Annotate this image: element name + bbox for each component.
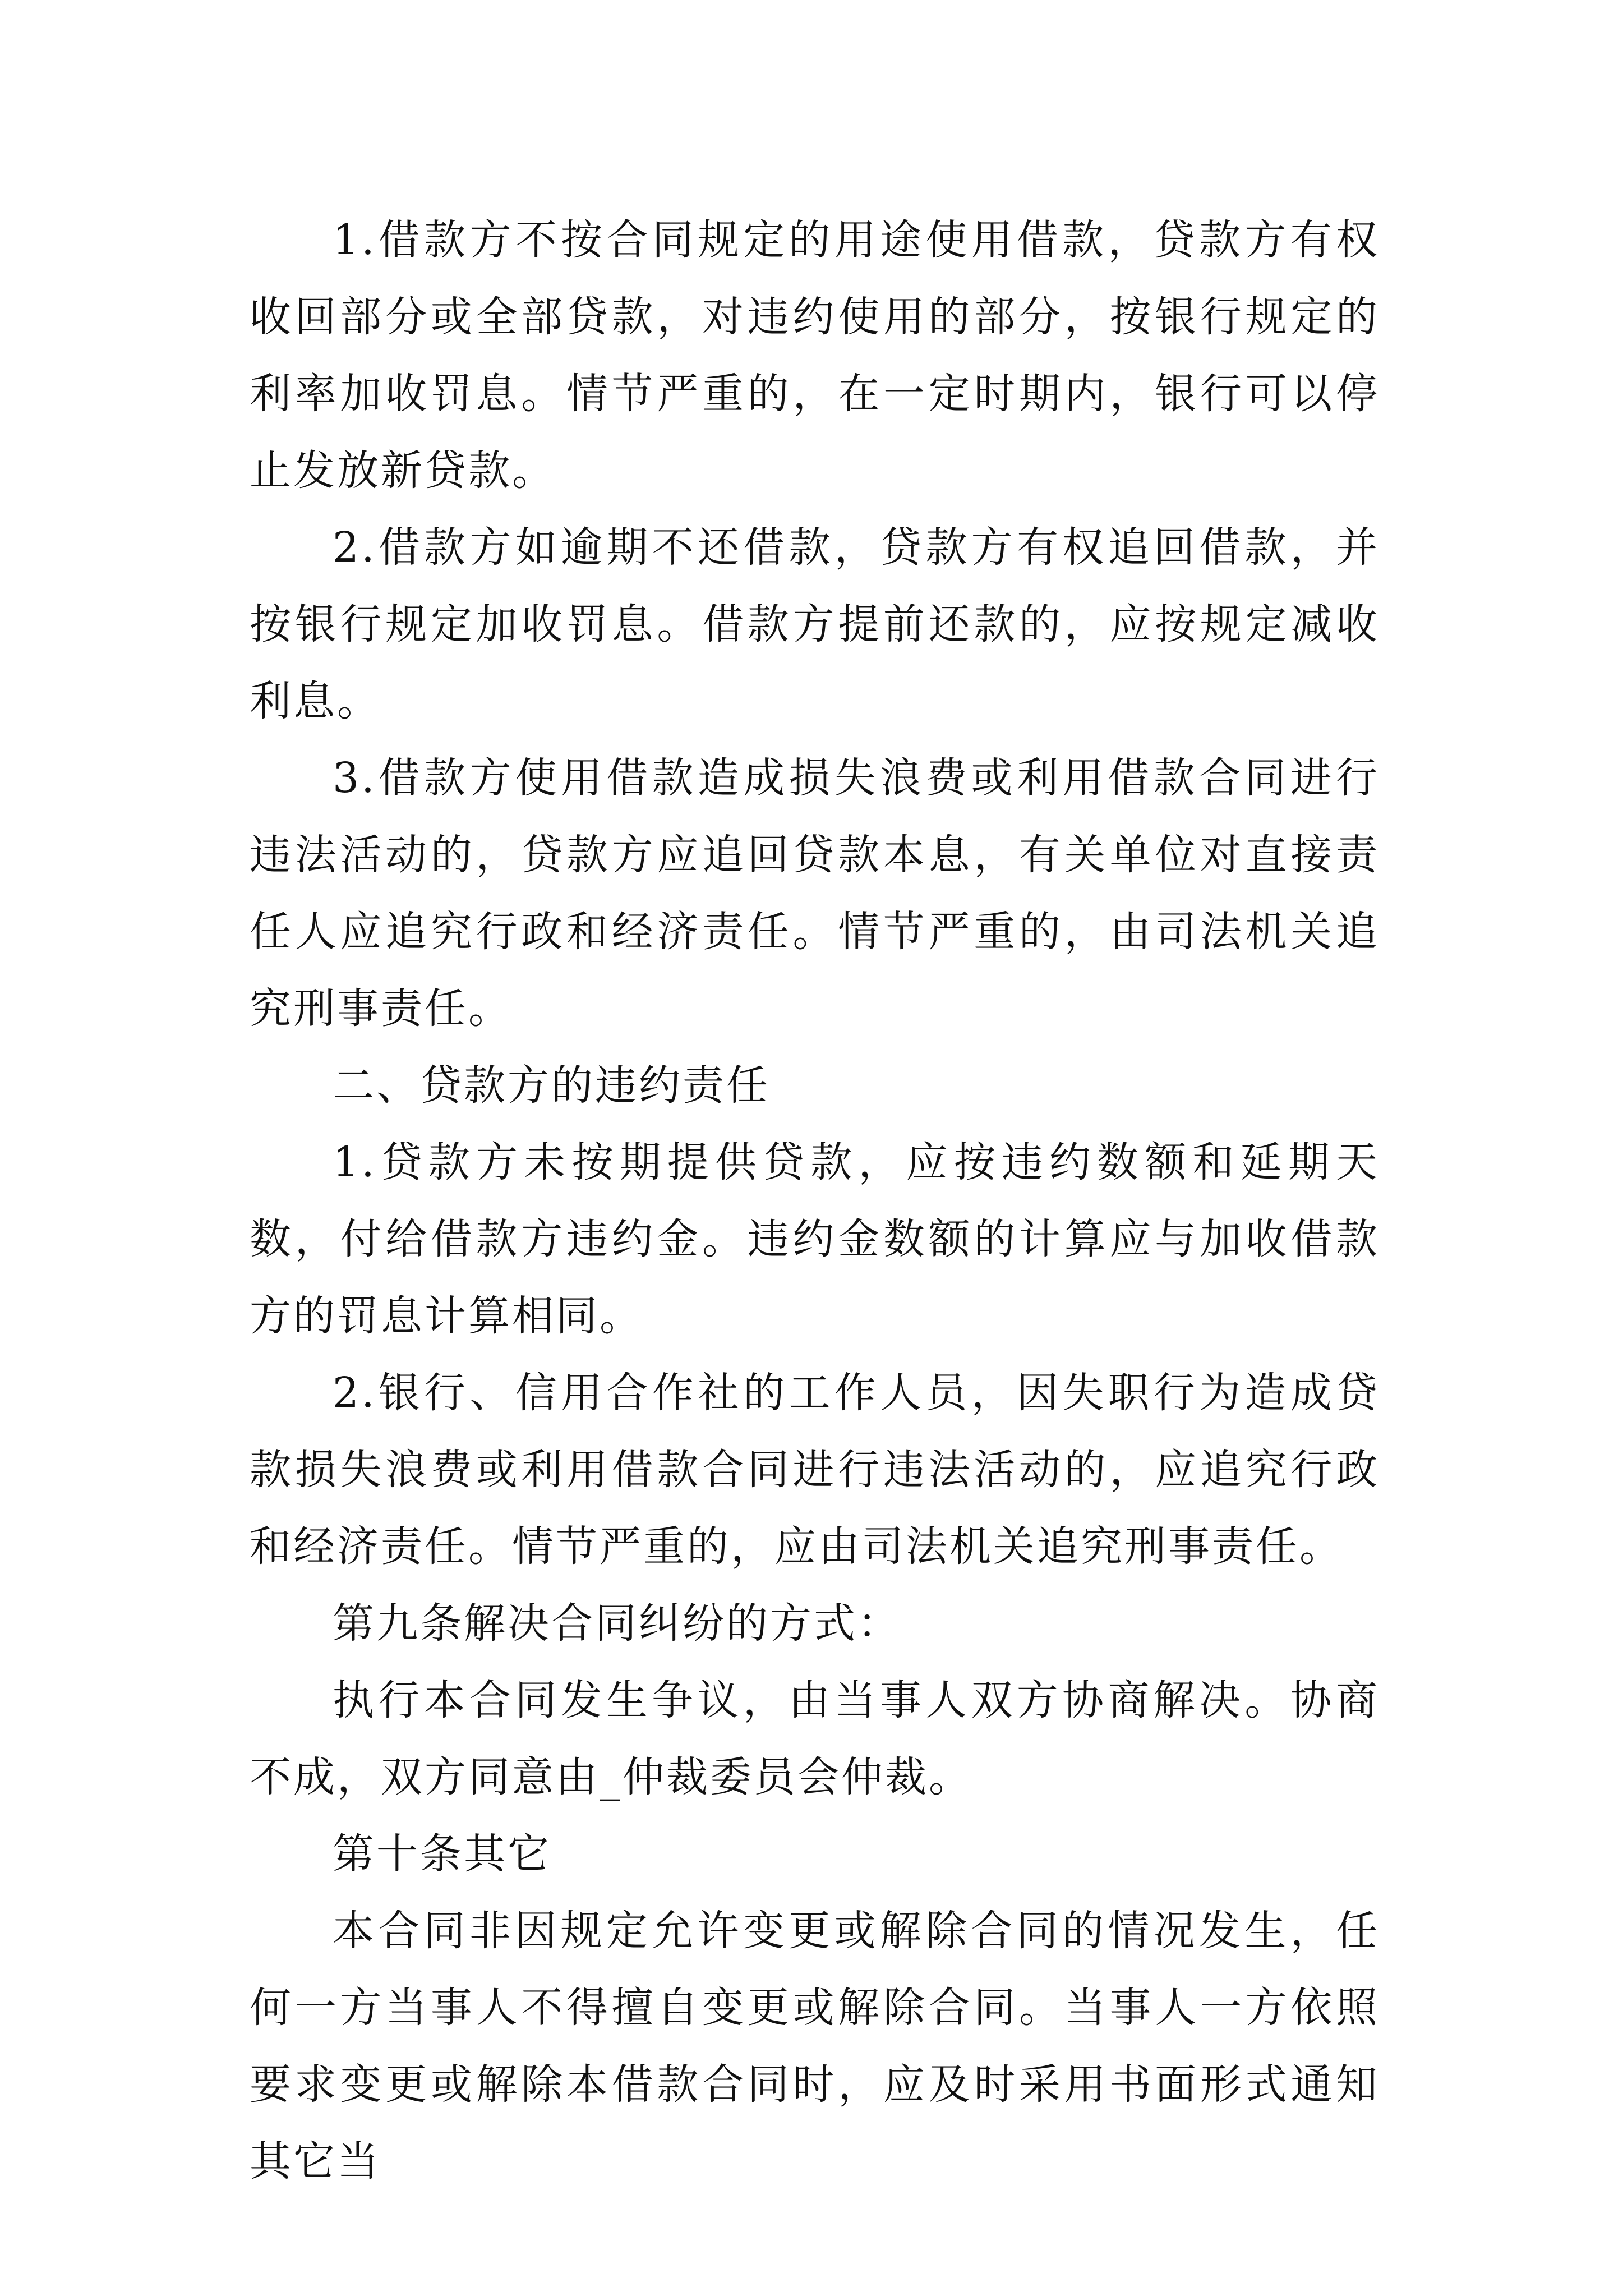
article-heading-other: 第十条其它: [333, 1830, 551, 1878]
paragraph-borrower-overdue: 2.借款方如逾期不还借款，贷款方有权追回借款，并按银行规定加收罚息。借款方提前还款的，应按规定减收利息。: [250, 523, 1380, 725]
paragraph-lender-late: 1.贷款方未按期提供贷款，应按违约数额和延期天数，付给借款方违约金。违约金数额的计算应与加收借款方的罚息计算相同。: [250, 1138, 1380, 1340]
paragraph-contract-change: 本合同非因规定允许变更或解除合同的情况发生，任何一方当事人不得擅自变更或解除合同。当事人一方依照要求变更或解除本借款合同时，应及时采用书面形式通知其它当: [250, 1907, 1380, 2185]
paragraph-borrower-misuse: 1.借款方不按合同规定的用途使用借款，贷款方有权收回部分或全部贷款，对违约使用的部分，按银行规定的利率加收罚息。情节严重的，在一定时期内，银行可以停止发放新贷款。: [250, 216, 1380, 495]
document-body: [250, 202, 1380, 2200]
paragraph-borrower-loss: 3.借款方使用借款造成损失浪费或利用借款合同进行违法活动的，贷款方应追回贷款本息，有关单位对直接责任人应追究行政和经济责任。情节严重的，由司法机关追究刑事责任。: [250, 754, 1380, 1033]
section-heading-lender-liability: 二、贷款方的违约责任: [333, 1061, 770, 1110]
paragraph-staff-liability: 2.银行、信用合作社的工作人员，因失职行为造成贷款损失浪费或利用借款合同进行违法活动的，应追究行政和经济责任。情节严重的，应由司法机关追究刑事责任。: [250, 1369, 1380, 1571]
paragraph-dispute-resolution: 执行本合同发生争议，由当事人双方协商解决。协商不成，双方同意由_仲裁委员会仲裁。: [250, 1676, 1380, 1801]
article-heading-dispute: 第九条解决合同纠纷的方式：: [333, 1599, 901, 1648]
